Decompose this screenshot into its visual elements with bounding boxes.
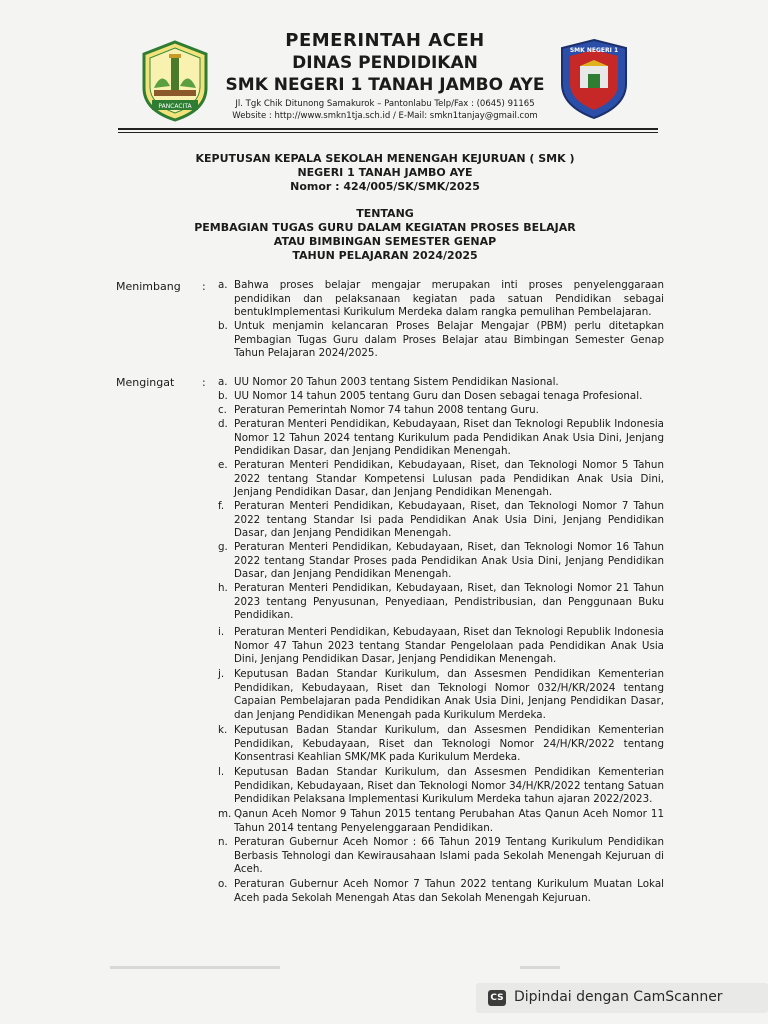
letterhead: [200, 30, 570, 96]
item-letter: g.: [218, 541, 228, 553]
logo-right-text: SMK NEGERI 1: [569, 47, 619, 54]
item-text: Peraturan Menteri Pendidikan, Kebudayaan, Riset dan Teknologi Republik Indonesia Nomor 12 Tahun 2024 tentang Kurikulum pada Pendidikan Anak Usia Dini, Jenjang Pendidikan Dasar, dan Jenjang Pendidikan Menengah.: [234, 418, 664, 458]
camscanner-watermark: [476, 983, 768, 1013]
letterhead-line-2: DINAS PENDIDIKAN: [292, 53, 478, 73]
item-letter: a.: [218, 279, 228, 291]
logo-left-text: PANCACITA: [158, 103, 192, 110]
subject-line-4: TAHUN PELAJARAN 2024/2025: [292, 249, 478, 262]
menimbang-label: Menimbang: [116, 280, 181, 293]
item-letter: l.: [218, 766, 225, 778]
item-text: Peraturan Menteri Pendidikan, Kebudayaan, Riset, dan Teknologi Nomor 21 Tahun 2023 tentang Penyusunan, Penyediaan, Pendistribusian, dan Penggunaan Buku Pendidikan.: [234, 582, 664, 622]
decree-subject: [170, 207, 600, 263]
item-letter: i.: [218, 626, 225, 638]
letterhead-line-1: PEMERINTAH ACEH: [285, 30, 485, 51]
item-text: Bahwa proses belajar mengajar merupakan inti proses penyelenggaraan pendidikan dan pelaksanaan kegiatan pada satuan Pendidikan sebagai bentukImplementasi Kurikulum Merdeka dalam rangka pemulihan Pembelajaran.: [234, 279, 664, 319]
scan-smudge: [520, 966, 560, 969]
camscanner-text: Dipindai dengan CamScanner: [514, 989, 723, 1005]
decree-line-1: KEPUTUSAN KEPALA SEKOLAH MENENGAH KEJURUAN ( SMK ): [195, 152, 575, 165]
item-letter: c.: [218, 404, 227, 416]
item-text: Untuk menjamin kelancaran Proses Belajar Mengajar (PBM) perlu ditetapkan Pembagian Tugas Guru dalam Proses Belajar atau Bimbingan Semester Genap Tahun Pelajaran 2024/2025.: [234, 320, 664, 360]
mengingat-item: [218, 390, 664, 404]
item-letter: m.: [218, 808, 232, 820]
item-text: Peraturan Menteri Pendidikan, Kebudayaan, Riset dan Teknologi Republik Indonesia Nomor 47 Tahun 2023 tentang Standar Pengelolaan pada Pendidikan Anak Usia Dini, Jenjang Pendidikan Dasar, Jenjang Pendidikan Menengah.: [234, 626, 664, 666]
mengingat-item: [218, 808, 664, 835]
item-letter: d.: [218, 418, 228, 430]
decree-number: Nomor : 424/005/SK/SMK/2025: [290, 180, 480, 193]
item-text: Peraturan Menteri Pendidikan, Kebudayaan, Riset, dan Teknologi Nomor 16 Tahun 2022 tentang Standar Proses pada Pendidikan Anak Usia Dini, Jenjang Pendidikan Dasar, dan Jenjang Pendidikan Menengah.: [234, 541, 664, 581]
item-letter: b.: [218, 390, 228, 402]
mengingat-label: Mengingat: [116, 376, 175, 389]
item-text: Peraturan Gubernur Aceh Nomor 7 Tahun 2022 tentang Kurikulum Muatan Lokal Aceh pada Sekolah Menengah Atas dan Sekolah Menengah Kejuruan.: [234, 878, 664, 904]
mengingat-item: [218, 459, 664, 500]
item-letter: f.: [218, 500, 225, 512]
letterhead-line-3: SMK NEGERI 1 TANAH JAMBO AYE: [225, 75, 545, 95]
mengingat-item: [218, 626, 664, 667]
item-letter: j.: [218, 668, 225, 680]
letterhead-divider-thin: [118, 132, 658, 133]
subject-line-2: PEMBAGIAN TUGAS GURU DALAM KEGIATAN PROSES BELAJAR: [194, 221, 576, 234]
item-text: UU Nomor 14 tahun 2005 tentang Guru dan Dosen sebagai tenaga Profesional.: [234, 390, 643, 402]
mengingat-item: [218, 376, 664, 390]
menimbang-colon: :: [202, 280, 206, 293]
item-text: Peraturan Menteri Pendidikan, Kebudayaan, Riset, dan Teknologi Nomor 5 Tahun 2022 tentang Standar Kompetensi Lulusan pada Pendidikan Anak Usia Dini, Jenjang Pendidikan Dasar, dan Jenjang Pendidikan Menengah.: [234, 459, 664, 499]
smk-school-logo: [558, 38, 630, 120]
mengingat-colon: :: [202, 376, 206, 389]
letterhead-divider: [118, 128, 658, 130]
item-text: Peraturan Pemerintah Nomor 74 tahun 2008 tentang Guru.: [234, 404, 539, 416]
item-letter: e.: [218, 459, 228, 471]
item-text: Keputusan Badan Standar Kurikulum, dan Assesmen Pendidikan Kementerian Pendidikan, Kebudayaan, Riset dan Teknologi Nomor 34/H/KR/2022 tentang Satuan Pendidikan Pelaksana Implementasi Kurikulum Merdeka tahun ajaran 2022/2023.: [234, 766, 664, 806]
menimbang-item: [218, 279, 664, 320]
item-letter: n.: [218, 836, 228, 848]
item-letter: o.: [218, 878, 228, 890]
item-text: Qanun Aceh Nomor 9 Tahun 2015 tentang Perubahan Atas Qanun Aceh Nomor 11 Tahun 2014 tentang Penyelenggaraan Pendidikan.: [234, 808, 664, 834]
mengingat-item: [218, 836, 664, 877]
mengingat-item: [218, 404, 664, 418]
letterhead-website: Website : http://www.smkn1tja.sch.id / E-Mail: smkn1tanjay@gmail.com: [232, 111, 538, 121]
scan-smudge: [110, 966, 280, 969]
subject-line-3: ATAU BIMBINGAN SEMESTER GENAP: [273, 235, 497, 248]
camscanner-icon: CS: [488, 990, 506, 1006]
letterhead-address: Jl. Tgk Chik Ditunong Samakurok – Pantonlabu Telp/Fax : (0645) 91165: [235, 99, 535, 109]
mengingat-item: [218, 582, 664, 623]
item-text: Peraturan Gubernur Aceh Nomor : 66 Tahun 2019 Tentang Kurikulum Pendidikan Berbasis Tehnologi dan Kewirausahaan Islami pada Sekolah Menengah Kejuruan di Aceh.: [234, 836, 664, 876]
item-letter: a.: [218, 376, 228, 388]
mengingat-item: [218, 878, 664, 905]
item-letter: k.: [218, 724, 228, 736]
letterhead-address-block: [200, 98, 570, 122]
item-text: Peraturan Menteri Pendidikan, Kebudayaan, Riset, dan Teknologi Nomor 7 Tahun 2022 tentang Standar Isi pada Pendidikan Anak Usia Dini, Jenjang Pendidikan Dasar, dan Jenjang Pendidikan Menengah.: [234, 500, 664, 540]
item-letter: h.: [218, 582, 228, 594]
mengingat-item: [218, 418, 664, 459]
mengingat-item: [218, 668, 664, 722]
decree-line-2: NEGERI 1 TANAH JAMBO AYE: [297, 166, 473, 179]
mengingat-item: [218, 724, 664, 765]
mengingat-item: [218, 500, 664, 541]
menimbang-item: [218, 320, 664, 361]
item-text: Keputusan Badan Standar Kurikulum, dan Assesmen Pendidikan Kementerian Pendidikan, Kebudayaan, Riset dan Teknologi Nomor 24/H/KR/2022 tentang Konsentrasi Keahlian SMK/MK pada Kurikulum Merdeka.: [234, 724, 664, 764]
item-text: Keputusan Badan Standar Kurikulum, dan Assesmen Pendidikan Kementerian Pendidikan, Kebudayaan, Riset dan Teknologi Nomor 032/H/KR/2024 tentang Capaian Pembelajaran pada Pendidikan Anak Usia Dini, Jenjang Pendidikan Dasar, dan Jenjang Pendidikan Menengah pada Kurikulum Merdeka.: [234, 668, 664, 721]
subject-line-1: TENTANG: [356, 207, 414, 220]
item-text: UU Nomor 20 Tahun 2003 tentang Sistem Pendidikan Nasional.: [234, 376, 559, 388]
item-letter: b.: [218, 320, 228, 332]
mengingat-item: [218, 541, 664, 582]
decree-title: [170, 152, 600, 194]
mengingat-item: [218, 766, 664, 807]
